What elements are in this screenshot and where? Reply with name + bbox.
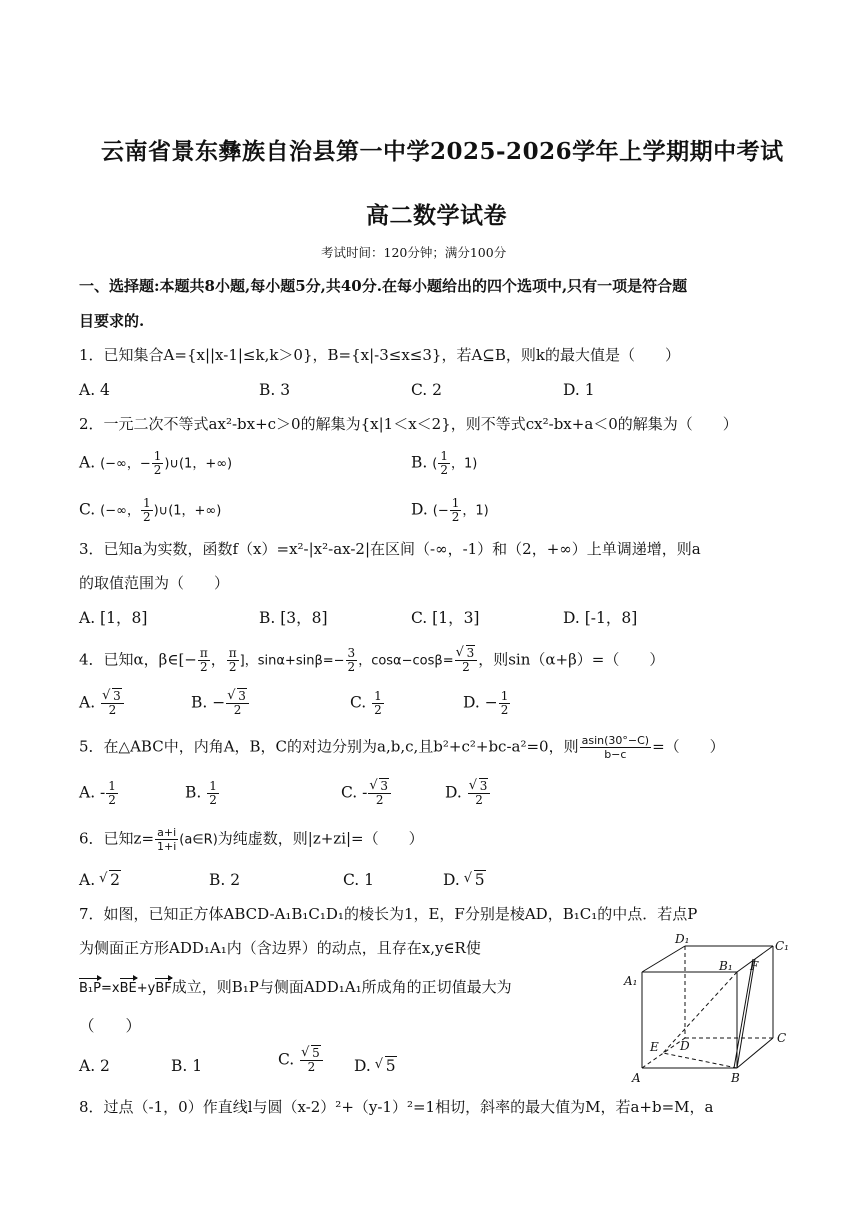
q2-option-b	[411, 450, 477, 477]
numerator	[226, 690, 249, 704]
q7-eq: =x	[100, 981, 120, 996]
q4-option-c	[350, 690, 385, 717]
exam-subtitle: 高二数学试卷	[366, 202, 507, 229]
numerator: 1	[142, 496, 151, 510]
option-label: A.	[79, 693, 96, 712]
denominator: 2	[440, 463, 448, 477]
q2-b-head: (	[432, 456, 438, 472]
q1-option-b: B. 3	[259, 381, 291, 399]
denominator: b−c	[604, 748, 627, 761]
q6-option-c: C. 1	[343, 871, 375, 889]
q1-option-d: D. 1	[563, 381, 595, 399]
fraction	[468, 780, 491, 807]
q7-stem-line4: （ ）	[79, 1017, 142, 1035]
denominator: 2	[108, 793, 116, 807]
sqrt	[100, 870, 121, 890]
fraction	[101, 690, 124, 717]
radicand: 2	[110, 871, 120, 889]
q4-option-b	[191, 690, 250, 717]
q2-b-tail: ，1)	[450, 456, 478, 472]
fraction	[152, 450, 164, 477]
q3-option-d: D. [-1，8]	[563, 609, 638, 627]
exam-info: 考试时间：120分钟；满分100分	[321, 245, 507, 260]
q4-suffix: ，则sin（α+β）=（ ）	[478, 650, 665, 669]
sqrt	[103, 690, 122, 703]
q7-line3-tail: 成立，则B₁P与侧面ADD₁A₁所成角的正切值最大为	[171, 978, 512, 996]
fraction	[346, 647, 358, 674]
label-e: E	[650, 1040, 659, 1054]
numerator: 3	[347, 646, 356, 660]
cube-figure	[620, 930, 795, 1090]
q2-d-label: D.	[411, 500, 428, 519]
denominator: 2	[462, 660, 470, 674]
option-label: C.	[278, 1050, 295, 1069]
q2-d-head: (−	[432, 503, 449, 519]
label-d: D	[680, 1039, 690, 1053]
numerator: π	[228, 646, 237, 660]
q6-suffix: 为纯虚数，则|z+zi|=（ ）	[217, 829, 424, 848]
fraction	[368, 780, 391, 807]
denominator: 2	[142, 510, 151, 524]
denominator: 2	[200, 660, 208, 674]
denominator: 2	[108, 703, 117, 717]
denominator: 2	[451, 510, 460, 524]
sqrt	[470, 780, 489, 793]
q6-stem	[79, 826, 424, 853]
q2-d-tail: ，1)	[462, 503, 489, 519]
fraction	[227, 647, 239, 674]
numerator: 1	[374, 689, 382, 703]
q7-stem-line1: 7．如图，已知正方体ABCD-A₁B₁C₁D₁的棱长为1，E，F分别是棱AD，B₁C₁的中点．若点P	[79, 905, 698, 923]
numerator: 1	[451, 496, 460, 510]
radicand: 5	[385, 1057, 396, 1075]
label-f: F	[750, 959, 759, 973]
fraction	[580, 734, 651, 761]
q2-option-d	[411, 497, 489, 524]
denominator: 2	[374, 703, 382, 717]
fraction	[455, 647, 478, 674]
q5-stem-text: 5．在△ABC中，内角A，B，C的对边分别为a,b,c,且b²+c²+bc-a²=0，则	[79, 737, 579, 756]
radicand: 3	[466, 646, 475, 660]
numerator	[368, 780, 391, 794]
q4-option-a	[79, 690, 125, 717]
q7-option-c	[278, 1047, 324, 1074]
option-label: D.	[354, 1057, 371, 1075]
numerator: π	[199, 646, 208, 660]
q2-b-label: B.	[411, 453, 428, 472]
q2-stem: 2．一元二次不等式ax²-bx+c＞0的解集为{x|1＜x＜2}，则不等式cx²-bx+a＜0的解集为（ ）	[79, 415, 738, 433]
section-heading: 一、选择题:本题共8小题,每小题5分,共40分.在每小题给出的四个选项中,只有一项是符合题	[79, 277, 688, 295]
numerator: 1	[209, 779, 217, 793]
fraction	[438, 450, 450, 477]
fraction	[106, 780, 118, 807]
q2-a-text: (−∞，−	[100, 456, 151, 472]
q6-cond: (a∈R)	[179, 832, 218, 848]
numerator: 1	[108, 779, 116, 793]
q2-option-a	[79, 450, 232, 477]
label-b: B	[731, 1071, 740, 1085]
fraction	[226, 690, 249, 717]
sqrt	[376, 1056, 397, 1076]
q5-option-d	[445, 780, 491, 807]
label-c: C	[777, 1031, 787, 1045]
radicand: 3	[238, 689, 246, 703]
numerator	[300, 1047, 323, 1061]
numerator	[468, 780, 491, 794]
q8-stem-line1: 8．过点（-1，0）作直线l与圆（x-2）²+（y-1）²=1相切，斜率的最大值为M，若a+b=M，a	[79, 1098, 714, 1116]
q5-tail: =（ ）	[652, 737, 725, 756]
fraction	[499, 690, 511, 717]
denominator: 2	[307, 1060, 316, 1074]
fraction	[198, 647, 210, 674]
q4-mid2: ]，sinα+sinβ=−	[239, 653, 345, 669]
q3-option-c: C. [1，3]	[411, 609, 480, 627]
q7-stem-line2: 为侧面正方形ADD₁A₁内（含边界）的动点，且存在x,y∈R使	[79, 939, 481, 957]
q5-option-a	[79, 780, 119, 807]
option-label: B. −	[191, 693, 226, 712]
section-heading-cont: 目要求的.	[79, 312, 145, 330]
q4-stem	[79, 647, 664, 674]
sqrt	[302, 1047, 321, 1060]
q7-option-a: A. 2	[79, 1057, 110, 1075]
fraction	[207, 780, 219, 807]
denominator: 2	[475, 793, 483, 807]
label-a: A	[632, 1071, 641, 1085]
option-label: B.	[185, 783, 202, 802]
denominator: 2	[347, 660, 356, 674]
q6-option-b: B. 2	[209, 871, 241, 889]
label-a1: A₁	[624, 974, 638, 988]
radicand: 3	[380, 779, 389, 793]
q2-option-c	[79, 497, 221, 524]
numerator	[101, 690, 124, 704]
q4-option-d	[463, 690, 511, 717]
fraction	[450, 497, 462, 524]
q7-option-b: B. 1	[171, 1057, 203, 1075]
denominator: 2	[375, 793, 384, 807]
radicand: 5	[474, 871, 485, 889]
exam-title: 云南省景东彝族自治县第一中学2025-2026学年上学期期中考试	[101, 138, 784, 165]
fraction	[372, 690, 384, 717]
q2-a-tail: )∪(1，+∞)	[164, 456, 233, 472]
denominator: 1+i	[157, 840, 177, 853]
option-label: D. −	[463, 693, 498, 712]
vector-be: BE	[120, 979, 137, 999]
option-label: C. -	[341, 783, 368, 802]
q5-stem	[79, 734, 725, 761]
option-label: D.	[443, 871, 460, 889]
numerator	[455, 647, 478, 661]
radicand: 3	[113, 689, 121, 703]
q4-mid3: ，cosα−cosβ=	[358, 653, 454, 669]
option-label: D.	[445, 783, 462, 802]
option-label: A. -	[79, 783, 106, 802]
vector-b1p: B₁P	[79, 979, 101, 999]
denominator: 2	[228, 660, 237, 674]
q4-mid1: ，	[210, 650, 226, 669]
denominator: 2	[233, 703, 242, 717]
q2-a-label: A.	[79, 453, 96, 472]
q7-stem-line3	[79, 977, 512, 999]
q3-option-a: A. [1，8]	[79, 609, 148, 627]
q1-option-a: A. 4	[79, 381, 110, 399]
numerator: a+i	[155, 826, 178, 840]
q4-prefix: 4．已知α，β∈[−	[79, 650, 197, 669]
q1-stem: 1．已知集合A={x||x-1|≤k,k＞0}，B={x|-3≤x≤3}，若A⊆B，则k的最大值是（ ）	[79, 346, 680, 364]
sqrt	[465, 870, 486, 890]
q7-plus: +y	[136, 981, 156, 996]
numerator: 1	[153, 449, 162, 463]
denominator: 2	[153, 463, 162, 477]
denominator: 2	[500, 703, 509, 717]
numerator: 1	[500, 689, 509, 703]
radicand: 5	[312, 1046, 320, 1060]
q7-option-d	[354, 1056, 397, 1076]
sqrt	[228, 690, 247, 703]
q6-option-d	[443, 870, 486, 890]
numerator: 1	[440, 449, 448, 463]
q6-prefix: 6．已知z=	[79, 829, 155, 848]
fraction	[300, 1047, 323, 1074]
option-label: A.	[79, 871, 96, 889]
label-b1: B₁	[719, 959, 733, 973]
vector-bf: BF	[155, 979, 171, 999]
label-c1: C₁	[775, 939, 789, 953]
fraction	[141, 497, 153, 524]
numerator: asin(30°−C)	[581, 734, 650, 747]
q3-stem-line1: 3．已知a为实数，函数f（x）=x²-|x²-ax-2|在区间（-∞，-1）和（2，+∞）上单调递增，则a	[79, 540, 701, 558]
radicand: 3	[479, 779, 488, 793]
q5-option-c	[341, 780, 392, 807]
q5-option-b	[185, 780, 220, 807]
denominator: 2	[209, 793, 217, 807]
label-d1: D₁	[675, 932, 690, 946]
sqrt	[457, 647, 476, 660]
fraction	[155, 826, 178, 853]
q3-stem-line2: 的取值范围为（ ）	[79, 574, 230, 592]
q6-option-a	[79, 870, 121, 890]
q2-c-label: C.	[79, 500, 96, 519]
sqrt	[370, 780, 389, 793]
q1-option-c: C. 2	[411, 381, 443, 399]
q3-option-b: B. [3，8]	[259, 609, 328, 627]
q2-c-text: (−∞，	[100, 503, 140, 519]
option-label: C.	[350, 693, 367, 712]
q2-c-tail: )∪(1，+∞)	[153, 503, 222, 519]
